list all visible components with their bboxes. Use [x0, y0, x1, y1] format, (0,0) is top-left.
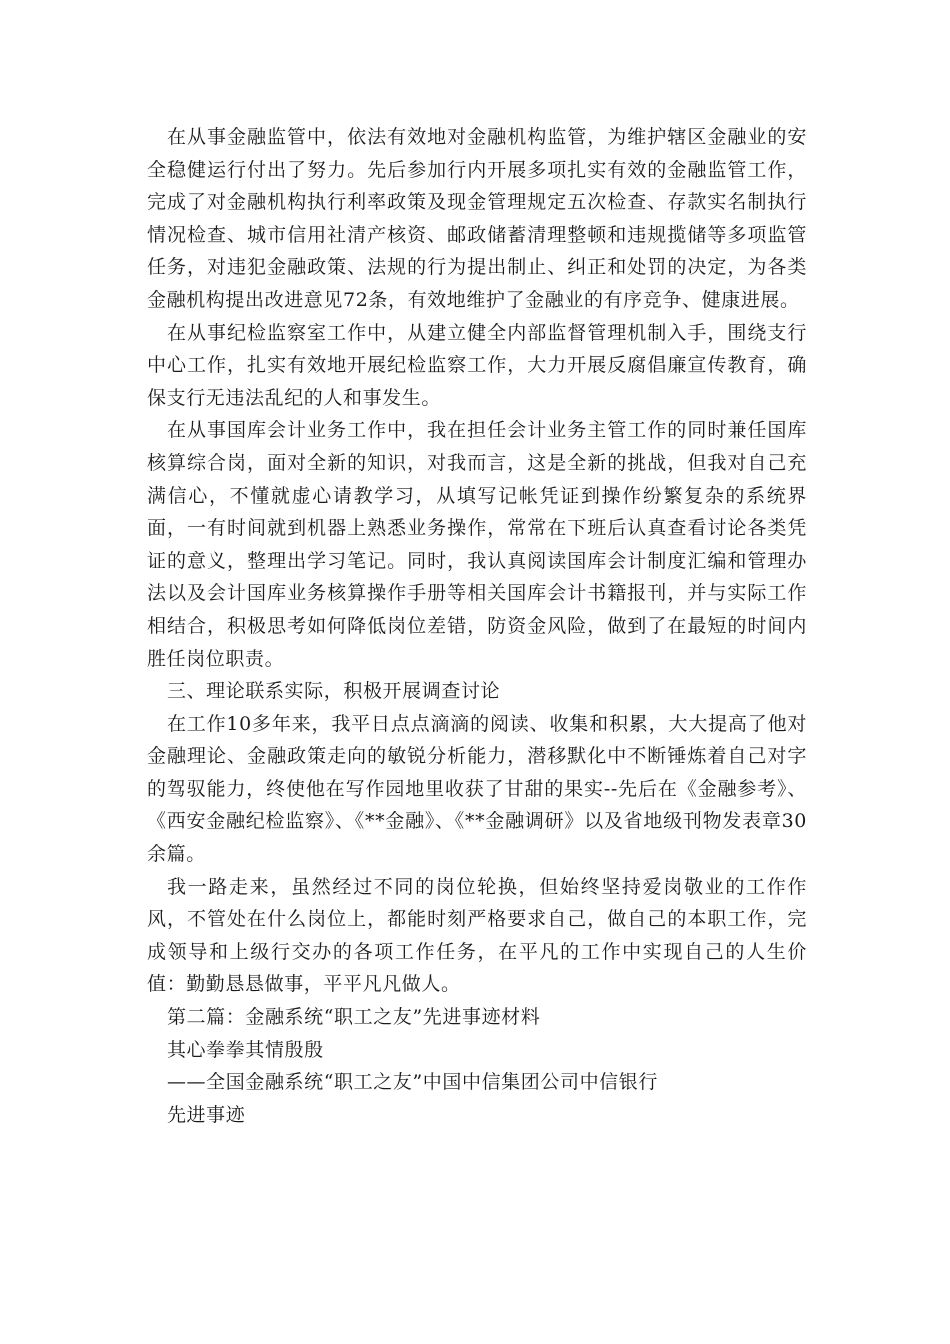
- paragraph-treasury-accounting: 在从事国库会计业务工作中，我在担任会计业务主管工作的同时兼任国库核算综合岗，面对全新的知识，对我而言，这是全新的挑战，但我对自己充满信心，不懂就虚心请教学习，从填写记帐凭证到操作纷繁复杂的系统界面，一有时间就到机器上熟悉业务操作，常常在下班后认真查看讨论各类凭证的意义，整理出学习笔记。同时，我认真阅读国库会计制度汇编和管理办法以及会计国库业务核算操作手册等相关国库会计书籍报刊，并与实际工作相结合，积极思考如何降低岗位差错，防资金风险，做到了在最短的时间内胜任岗位职责。: [147, 419, 807, 670]
- article-title-2: 第二篇：金融系统“职工之友”先进事迹材料: [166, 1006, 541, 1029]
- article-byline: ——全国金融系统“职工之友”中国中信集团公司中信银行: [166, 1071, 658, 1094]
- article-byline-tail: 先进事迹: [166, 1103, 246, 1126]
- paragraph-conclusion: 我一路走来，虽然经过不同的岗位轮换，但始终坚持爱岗敬业的工作作风，不管处在什么岗位上，都能时刻严格要求自己，做自己的本职工作，完成领导和上级行交办的各项工作任务，在平凡的工作中实现自己的人生价值：勤勤恳恳做事，平平凡凡做人。: [147, 875, 807, 996]
- paragraph-financial-supervision: 在从事金融监管中，依法有效地对金融机构监管，为维护辖区金融业的安全稳健运行付出了努力。先后参加行内开展多项扎实有效的金融监管工作，完成了对金融机构执行利率政策及现金管理规定五次检查、存款实名制执行情况检查、城市信用社清产核资、邮政储蓄清理整顿和违规揽储等多项监管任务，对违犯金融政策、法规的行为提出制止、纠正和处罚的决定，为各类金融机构提出改进意见72条，有效地维护了金融业的有序竞争、健康进展。: [147, 126, 807, 311]
- article-subtitle: 其心拳拳其情殷殷: [166, 1038, 324, 1061]
- paragraph-discipline-inspection: 在从事纪检监察室工作中，从建立健全内部监督管理机制入手，围绕支行中心工作，扎实有效地开展纪检监察工作，大力开展反腐倡廉宣传教育，确保支行无违法乱纪的人和事发生。: [147, 321, 807, 409]
- paragraph-research-writing: 在工作10多年来，我平日点点滴滴的阅读、收集和积累，大大提高了他对金融理论、金融政策走向的敏锐分析能力，潜移默化中不断锤炼着自己对字的驾驭能力，终使他在写作园地里收获了甘甜的果实--先后在《金融参考》、《西安金融纪检监察》、《**金融》、《**金融调研》以及省地级刊物发表章30余篇。: [147, 712, 807, 866]
- document-body: [147, 121, 807, 1131]
- section-heading-3: 三、理论联系实际，积极开展调查讨论: [166, 680, 501, 703]
